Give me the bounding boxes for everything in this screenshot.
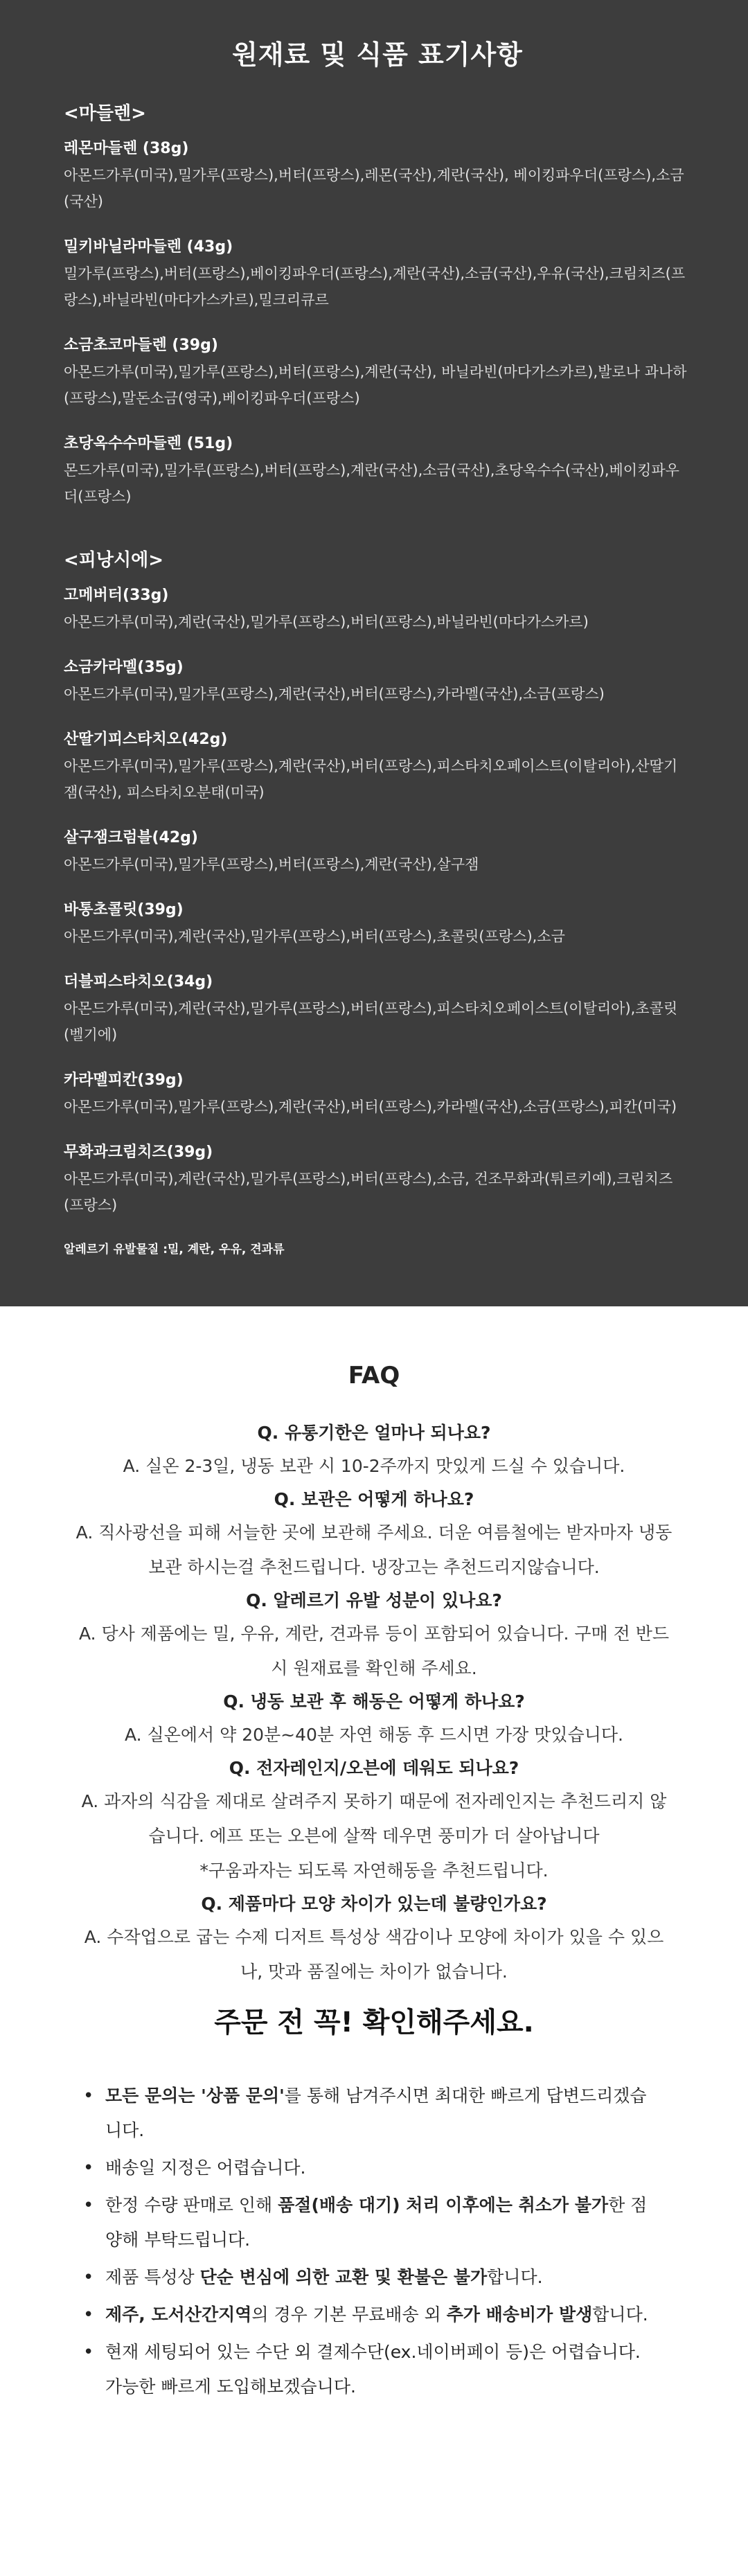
product-item	[64, 825, 691, 878]
product-item	[64, 727, 691, 806]
notice-item: • 모든 문의는 '상품 문의'를 통해 남겨주시면 최대한 빠르게 답변드리겠습니다.	[105, 2079, 659, 2148]
faq-item	[0, 1854, 748, 1888]
faq-title: FAQ	[348, 1362, 400, 1389]
product-item	[64, 655, 691, 707]
product-item	[64, 431, 691, 510]
faq-note: *구움과자는 되도록 자연해동을 추천드립니다.	[199, 1860, 549, 1881]
bullet-icon: •	[83, 2267, 94, 2288]
notice-item: • 한정 수량 판매로 인해 품절(배송 대기) 처리 이후에는 취소가 불가한 점 양해 부탁드립니다.	[105, 2188, 659, 2257]
product-name: 레몬마들렌 (38g)	[64, 140, 189, 157]
product-item	[64, 969, 691, 1048]
notice-list	[0, 2079, 748, 2404]
product-ingredients: 아몬드가루(미국),밀가루(프랑스),버터(프랑스),계란(국산),살구잼	[64, 856, 479, 873]
product-name: 소금초코마들렌 (39g)	[64, 337, 218, 354]
faq-answer: A. 실온 2-3일, 냉동 보관 시 10-2주까지 맛있게 드실 수 있습니다.	[123, 1456, 625, 1476]
notice-title: 주문 전 꼭! 확인해주세요.	[214, 2007, 534, 2038]
faq-answer: A. 과자의 식감을 제대로 살려주지 못하기 때문에 전자레인지는 추천드리지 않습니다. 에프 또는 오븐에 살짝 데우면 풍미가 더 살아납니다	[81, 1791, 667, 1846]
faq-item	[0, 1417, 748, 1484]
product-ingredients: 아몬드가루(미국),밀가루(프랑스),계란(국산),버터(프랑스),카라멜(국산),소금(프랑스)	[64, 686, 605, 702]
product-item	[64, 1139, 691, 1218]
product-name: 카라멜피칸(39g)	[64, 1072, 184, 1089]
bullet-icon: •	[83, 2195, 94, 2216]
product-ingredients: 아몬드가루(미국),밀가루(프랑스),계란(국산),버터(프랑스),카라멜(국산),소금(프랑스),피칸(미국)	[64, 1099, 677, 1115]
faq-answer: A. 실온에서 약 20분~40분 자연 해동 후 드시면 가장 맛있습니다.	[125, 1725, 623, 1745]
product-ingredients: 아몬드가루(미국),계란(국산),밀가루(프랑스),버터(프랑스),소금, 건조무화과(튀르키예),크림치즈(프랑스)	[64, 1171, 673, 1214]
bullet-icon: •	[83, 2086, 94, 2106]
product-ingredients: 아몬드가루(미국),계란(국산),밀가루(프랑스),버터(프랑스),바닐라빈(마다가스카르)	[64, 614, 589, 630]
faq-item	[0, 1484, 748, 1585]
faq-question: Q. 알레르기 유발 성분이 있나요?	[246, 1590, 502, 1610]
bullet-icon: •	[83, 2304, 94, 2325]
financier-category-title: <피낭시에>	[64, 550, 164, 571]
madeleine-list	[64, 136, 691, 510]
notice-item: • 배송일 지정은 어렵습니다.	[105, 2151, 659, 2185]
product-name: 산딸기피스타치오(42g)	[64, 731, 228, 748]
product-ingredients: 밀가루(프랑스),버터(프랑스),베이킹파우더(프랑스),계란(국산),소금(국산),우유(국산),크림치즈(프랑스),바닐라빈(마다가스카르),밀크리큐르	[64, 265, 686, 308]
product-item	[64, 897, 691, 950]
bullet-icon: •	[83, 2342, 94, 2363]
product-item	[64, 1067, 691, 1120]
product-name: 소금카라멜(35g)	[64, 659, 184, 676]
financier-list	[64, 583, 691, 1218]
product-ingredients: 아몬드가루(미국),밀가루(프랑스),버터(프랑스),레몬(국산),계란(국산), 베이킹파우더(프랑스),소금(국산)	[64, 167, 684, 210]
notice-item: • 현재 세팅되어 있는 수단 외 결제수단(ex.네이버페이 등)은 어렵습니다. 가능한 빠르게 도입해보겠습니다.	[105, 2335, 659, 2404]
product-ingredients: 아몬드가루(미국),계란(국산),밀가루(프랑스),버터(프랑스),초콜릿(프랑스),소금	[64, 928, 565, 945]
faq-question: Q. 냉동 보관 후 해동은 어떻게 하나요?	[223, 1691, 525, 1712]
ingredients-title: 원재료 및 식품 표기사항	[232, 39, 523, 70]
faq-item	[0, 1686, 748, 1752]
faq-item	[0, 1752, 748, 1854]
notice-item: • 제품 특성상 단순 변심에 의한 교환 및 환불은 불가합니다.	[105, 2260, 659, 2295]
product-ingredients: 몬드가루(미국),밀가루(프랑스),버터(프랑스),계란(국산),소금(국산),초당옥수수(국산),베이킹파우더(프랑스)	[64, 462, 679, 505]
product-item	[64, 234, 691, 313]
bullet-icon: •	[83, 2158, 94, 2178]
faq-item	[0, 1585, 748, 1686]
faq-question: Q. 유통기한은 얼마나 되나요?	[257, 1423, 491, 1443]
faq-question: Q. 보관은 어떻게 하나요?	[274, 1489, 474, 1509]
product-name: 고메버터(33g)	[64, 587, 169, 604]
product-name: 초당옥수수마들렌 (51g)	[64, 435, 233, 452]
product-name: 무화과크림치즈(39g)	[64, 1144, 213, 1161]
notice-item: • 제주, 도서산간지역의 경우 기본 무료배송 외 추가 배송비가 발생합니다.	[105, 2298, 659, 2332]
product-ingredients: 아몬드가루(미국),밀가루(프랑스),계란(국산),버터(프랑스),피스타치오페이스트(이탈리아),산딸기잼(국산), 피스타치오분태(미국)	[64, 758, 678, 801]
product-item	[64, 136, 691, 215]
faq-section	[0, 1306, 748, 1982]
product-item	[64, 332, 691, 411]
product-item	[64, 583, 691, 635]
product-name: 밀키바닐라마들렌 (43g)	[64, 238, 233, 256]
madeleine-category-title: <마들렌>	[64, 103, 146, 124]
faq-question: Q. 전자레인지/오븐에 데워도 되나요?	[229, 1758, 519, 1778]
product-name: 살구잼크럼블(42g)	[64, 829, 198, 846]
faq-answer: A. 당사 제품에는 밀, 우유, 계란, 견과류 등이 포함되어 있습니다. 구매 전 반드시 원재료를 확인해 주세요.	[78, 1624, 670, 1678]
faq-answer: A. 직사광선을 피해 서늘한 곳에 보관해 주세요. 더운 여름철에는 받자마자 냉동보관 하시는걸 추천드립니다. 냉장고는 추천드리지않습니다.	[75, 1522, 673, 1577]
product-name: 더블피스타치오(34g)	[64, 973, 213, 991]
order-notice-section	[0, 1966, 748, 2576]
allergen-note: 알레르기 유발물질 :밀, 계란, 우유, 견과류	[64, 1243, 285, 1256]
product-ingredients: 아몬드가루(미국),계란(국산),밀가루(프랑스),버터(프랑스),피스타치오페이스트(이탈리아),초콜릿(벨기에)	[64, 1000, 678, 1043]
product-name: 바통초콜릿(39g)	[64, 901, 184, 918]
product-ingredients: 아몬드가루(미국),밀가루(프랑스),버터(프랑스),계란(국산), 바닐라빈(마다가스카르),발로나 과나하(프랑스),말돈소금(영국),베이킹파우더(프랑스)	[64, 364, 687, 407]
faq-answer: A. 수작업으로 굽는 수제 디저트 특성상 색감이나 모양에 차이가 있을 수 있으나, 맛과 품질에는 차이가 없습니다.	[84, 1927, 664, 1982]
faq-question: Q. 제품마다 모양 차이가 있는데 불량인가요?	[201, 1894, 547, 1914]
